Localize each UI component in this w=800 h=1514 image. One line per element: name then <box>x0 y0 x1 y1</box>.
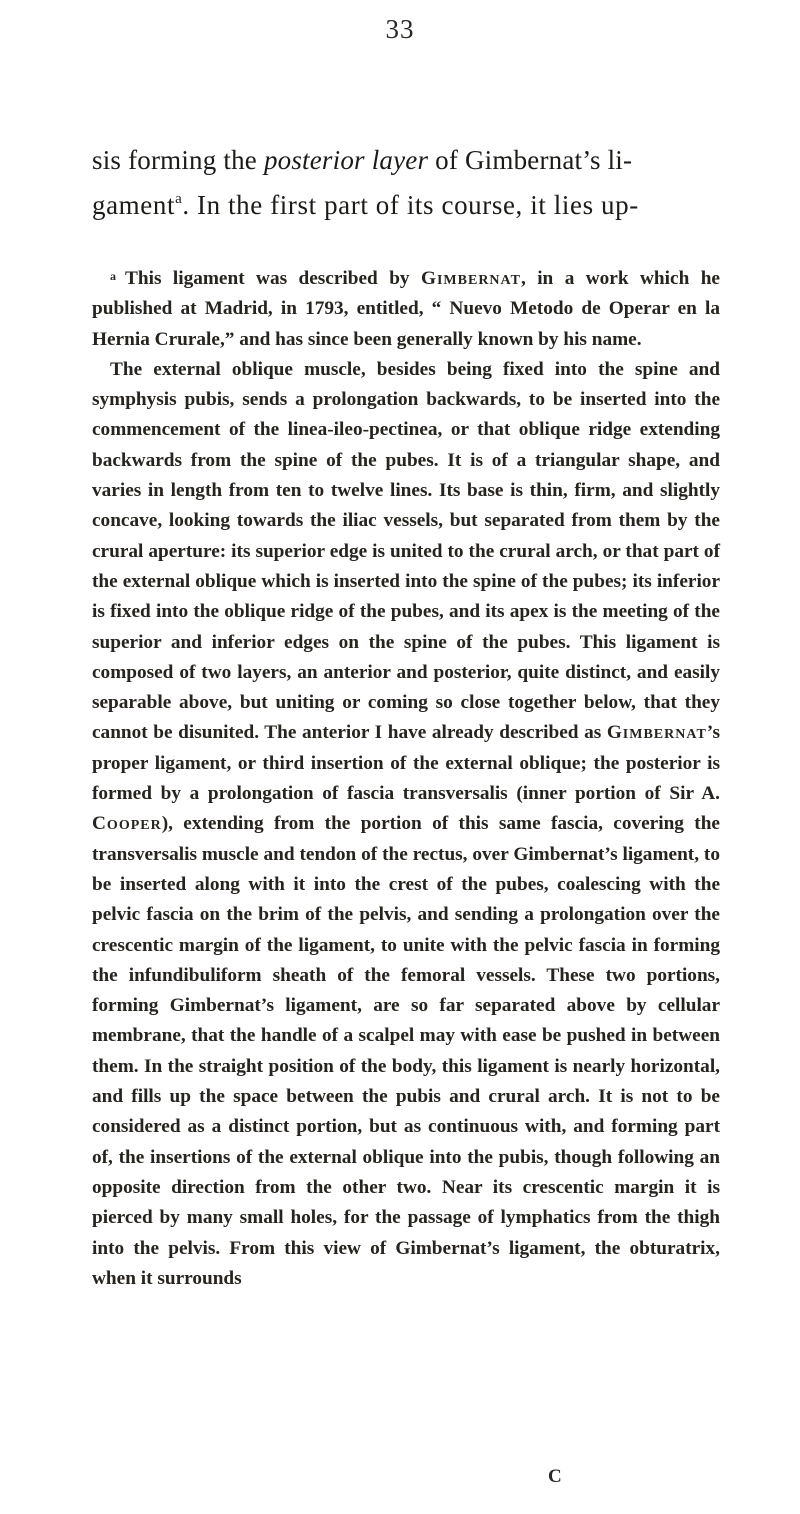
main-text-line-1 <box>92 138 720 183</box>
main-text-run: gament <box>92 190 176 220</box>
author-name: Cooper <box>92 813 162 835</box>
main-text-line-2 <box>92 183 720 228</box>
footnote-text: ), extending from the portion of this same fascia, covering the transversalis muscle and tendon of the rectus, over Gimbernat’s ligament, to be inserted along with it into the crest of the pubes, coalescing with the pelvic fascia on the brim of the pelvis, and sending a prolongation over the crescentic margin of the ligament, to unite with the pelvic fascia in forming the infundibuliform sheath of the femoral vessels. These two portions, forming Gimbernat’s ligament, are so far separated above by cellular membrane, that the handle of a scalpel may with ease be pushed in between them. In the straight position of the body, this ligament is nearly horizontal, and fills up the space between the pubis and crural arch. It is not to be considered as a distinct portion, but as continuous with, and forming part of, the insertions of the external oblique into the pubis, though following an opposite direction from the other two. Near its crescentic margin it is pierced by many small holes, for the passage of lymphatics from the thigh into the pelvis. From this view of Gimbernat’s ligament, the obturatrix, when it surrounds <box>92 813 720 1289</box>
main-text-run: of Gimbernat’s li- <box>428 145 633 175</box>
main-text-run: . In the first part of its course, it lies up- <box>182 190 639 220</box>
footnote-marker: a <box>110 269 116 283</box>
footnote-text: ’s proper ligament, or third insertion of the external oblique; the posterior is formed by a prolongation of fascia transversalis (inner portion of Sir A. <box>92 722 720 805</box>
page-number: 33 <box>385 14 415 44</box>
author-name: Gimbernat <box>606 722 707 744</box>
main-text-run: sis forming the <box>92 145 264 175</box>
footnote-reference: a <box>175 191 183 207</box>
footnote-b <box>92 355 720 1294</box>
footnote-text: , in a work which he published at Madrid, in 1793, entitled, “ Nuevo Metodo de Operar en la Hernia Crurale,” and has since been generally known by his name. <box>92 268 720 350</box>
signature-mark: C <box>548 1466 562 1487</box>
footnote-text: The external oblique muscle, besides being fixed into the spine and symphysis pubis, sends a prolongation backwards, to be inserted into the commencement of the linea-ileo-pectinea, or that oblique ridge extending backwards from the spine of the pubes. It is of a triangular shape, and varies in length from ten to twelve lines. Its base is thin, firm, and slightly concave, looking towards the iliac vessels, but separated from them by the crural aperture: its superior edge is united to the crural arch, or that part of the external oblique which is inserted into the spine of the pubes; its inferior is fixed into the oblique ridge of the pubes, and its apex is the meeting of the superior and inferior edges on the spine of the pubes. This ligament is composed of two layers, an anterior and posterior, quite distinct, and easily separable above, but uniting or coming so close together below, that they cannot be disunited. The anterior I have already described as <box>92 358 720 744</box>
footnotes <box>92 261 720 1294</box>
author-name: Gimbernat <box>420 268 521 289</box>
italic-term: posterior layer <box>263 145 429 175</box>
footnote-a <box>92 261 720 355</box>
main-text <box>92 138 720 228</box>
footnote-text: This ligament was described by <box>125 268 421 289</box>
